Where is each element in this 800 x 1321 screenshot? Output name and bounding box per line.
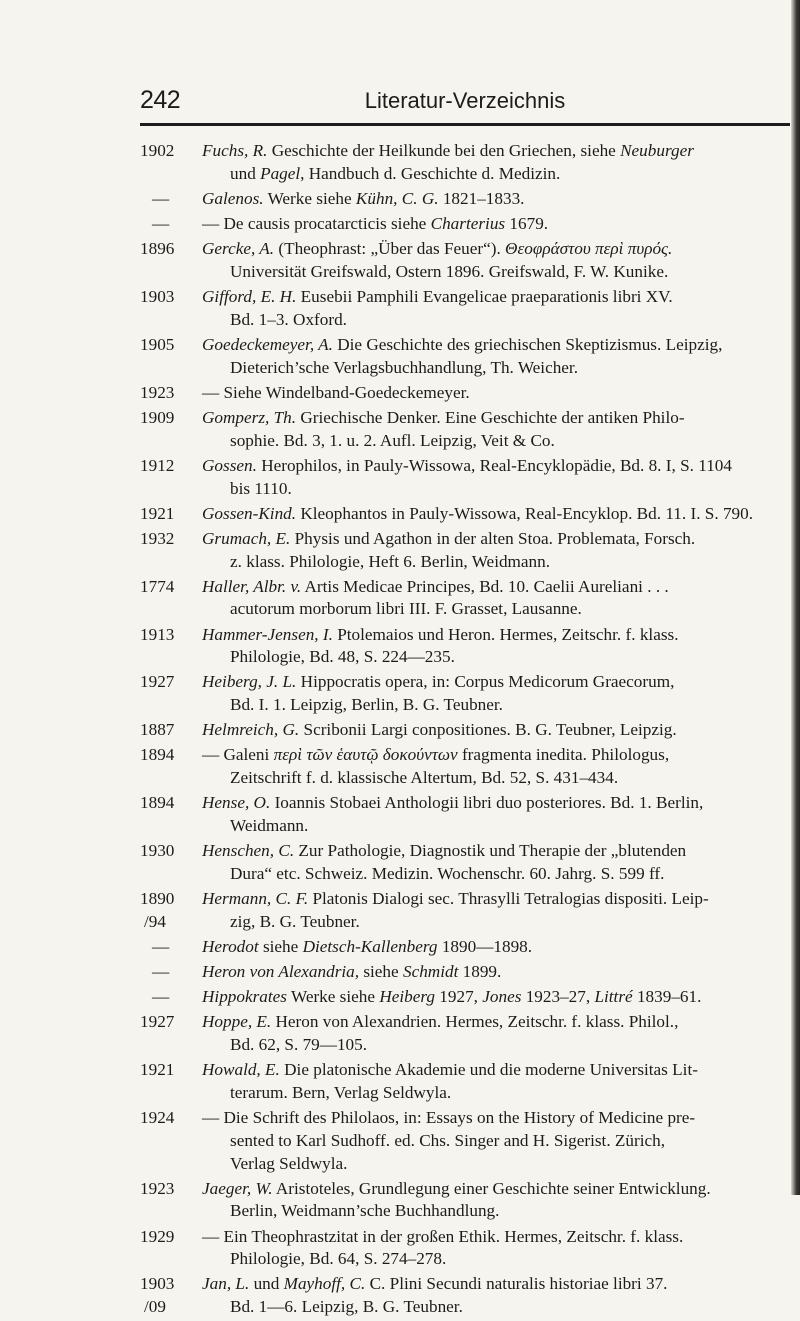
entry-title: Werke siehe [286, 987, 380, 1007]
entry-title: Platonis Dialogi sec. Thrasylli Tetralogias dispositi. Leip- [308, 889, 709, 909]
bibliography-entry [140, 936, 795, 959]
entry-author: Heron von Alexandria, [202, 962, 360, 982]
entry-author: Hense, O. [202, 793, 271, 813]
bibliography-entry [140, 671, 795, 717]
entry-author: Gifford, E. H. [202, 286, 297, 306]
entry-continuation: Bd. 1–3. Oxford. [230, 309, 347, 329]
entry-text [202, 888, 795, 911]
entry-year: 1903 [140, 286, 175, 306]
entry-year: 1890 [140, 889, 175, 909]
bibliography-entry [140, 286, 795, 332]
entry-text [202, 334, 795, 357]
entry-year: 1930 [140, 841, 175, 861]
entry-year: 1923 [140, 1178, 175, 1198]
entry-text [202, 840, 795, 863]
entry-title: Griechische Denker. Eine Geschichte der antiken Philo- [296, 407, 685, 427]
entry-continuation: Philologie, Bd. 64, S. 274–278. [230, 1249, 447, 1269]
entry-year: 1912 [140, 455, 175, 475]
entry-text-part: 1821–1833. [438, 188, 525, 208]
entry-continuation: Universität Greifswald, Ostern 1896. Greifswald, F. W. Kunike. [230, 261, 669, 281]
entry-author: Hippokrates [202, 987, 287, 1007]
entry-text [202, 407, 795, 430]
entry-text-part: C. Plini Secundi naturalis historiae libri 37. [365, 1274, 668, 1294]
entry-year: 1913 [140, 624, 175, 644]
entry-author: Gercke, A. [202, 239, 275, 259]
entry-year: 1921 [140, 503, 175, 523]
bibliography-entry [140, 1226, 795, 1272]
entry-author: Fuchs, R. [202, 141, 268, 160]
entry-year: — [152, 987, 170, 1007]
bibliography-entry [140, 1011, 795, 1057]
entry-greek-title: περὶ τῶν ἑαυτῷ δοκούντων [273, 745, 458, 765]
entry-text [202, 1226, 795, 1249]
bibliography-entry [140, 840, 795, 886]
bibliography-entry [140, 334, 795, 380]
entry-text-part: 1923–27, [521, 987, 595, 1007]
bibliography-entry [140, 719, 795, 742]
entry-ref-author: Neuburger [620, 141, 694, 160]
entry-text [202, 1178, 795, 1201]
entry-continuation: Verlag Seldwyla. [230, 1153, 348, 1173]
bibliography-entry [140, 888, 795, 934]
entry-text [202, 792, 795, 815]
entry-text [202, 528, 795, 551]
entry-ref-author: Kühn, C. G. [355, 188, 439, 208]
bibliography-entry [140, 744, 795, 790]
entry-year: 1924 [140, 1108, 175, 1127]
running-title: Literatur-Verzeichnis [364, 88, 566, 113]
entry-continuation: Bd. 1—6. Leipzig, B. G. Teubner. [230, 1297, 463, 1317]
bibliography-entry [140, 792, 795, 838]
bibliography-entry [140, 407, 795, 453]
entry-text [202, 961, 795, 984]
entry-author: Goedeckemeyer, A. [202, 334, 333, 354]
entry-text-part: 1927, [435, 987, 483, 1007]
entry-author: Howald, E. [202, 1060, 280, 1080]
entry-text [202, 744, 795, 767]
entry-text [202, 286, 795, 309]
entry-title: Werke siehe [263, 188, 356, 208]
entry-text [202, 936, 795, 959]
entry-ref-author: Dietsch-Kallenberg [302, 936, 438, 956]
entry-title: Die Geschichte des griechischen Skeptizismus. Leipzig, [332, 334, 723, 354]
entry-text [202, 1273, 795, 1296]
entry-continuation [202, 163, 795, 186]
entry-title: siehe [258, 936, 303, 956]
entry-title: Die platonische Akademie und die moderne Universitas Lit- [279, 1060, 698, 1080]
bibliography-entry [140, 503, 795, 526]
entry-author: Gossen. [202, 455, 257, 475]
bibliography-entry [140, 1178, 795, 1224]
entry-ref-author: Schmidt [402, 962, 459, 982]
entry-year: 1896 [140, 239, 175, 259]
entry-continuation: Dieterich’sche Verlagsbuchhandlung, Th. Weicher. [230, 357, 578, 377]
entry-title: Ptolemaios und Heron. Hermes, Zeitschr. f. klass. [332, 624, 679, 644]
entry-year: 1932 [140, 528, 175, 548]
entry-year: 1929 [140, 1226, 175, 1246]
entry-author: Haller, Albr. v. [202, 576, 302, 596]
entry-continuation: Bd. I. 1. Leipzig, Berlin, B. G. Teubner. [230, 695, 503, 715]
entry-continuation: zig, B. G. Teubner. [230, 911, 360, 931]
entry-text [202, 382, 795, 405]
entry-text [202, 719, 795, 742]
entry-year: 1923 [140, 382, 175, 402]
entry-text [202, 671, 795, 694]
entry-text [202, 1011, 795, 1034]
entry-title: und [249, 1274, 284, 1294]
entry-text [202, 188, 795, 211]
bibliography-entry [140, 188, 795, 211]
entry-title: Scribonii Largi conpositiones. B. G. Teubner, Leipzig. [299, 720, 677, 740]
entry-text-part: 1679. [505, 213, 549, 233]
entry-continuation: acutorum morborum libri III. F. Grasset, Lausanne. [230, 599, 582, 619]
entry-title: — Siehe Windelband-Goedeckemeyer. [202, 382, 470, 402]
bibliography-entry [140, 1059, 795, 1105]
entry-author: Herodot [202, 936, 259, 956]
entry-author: Henschen, C. [202, 841, 295, 861]
entry-year: 1903 [140, 1274, 175, 1294]
entry-ref-author: Pagel [260, 163, 301, 183]
entry-text-part: und [230, 163, 261, 183]
entry-continuation: sophie. Bd. 3, 1. u. 2. Aufl. Leipzig, Veit & Co. [230, 430, 555, 450]
entry-year: — [152, 962, 170, 982]
bibliography-entry [140, 986, 795, 1009]
entry-title: (Theophrast: „Über das Feuer“). [274, 239, 501, 259]
entry-ref-author: Heiberg [379, 987, 435, 1007]
entry-text [202, 624, 795, 647]
entry-title: Geschichte der Heilkunde bei den Griechen, siehe [267, 141, 621, 160]
entry-continuation: Zeitschrift f. d. klassische Altertum, Bd. 52, S. 431–434. [230, 768, 619, 788]
entry-title: Aristoteles, Grundlegung einer Geschichte seiner Entwicklung. [272, 1178, 711, 1198]
entry-continuation: Dura“ etc. Schweiz. Medizin. Wochenschr. 60. Jahrg. S. 599 ff. [230, 863, 665, 883]
entry-author: Heiberg, J. L. [202, 672, 297, 692]
entry-author: Jan, L. [202, 1274, 250, 1294]
entry-text [202, 576, 795, 599]
entry-year-range-end: /09 [144, 1297, 166, 1317]
entry-text-part: fragmenta inedita. Philologus, [457, 745, 670, 765]
entry-title: — Galeni [202, 745, 274, 765]
entry-year: 1909 [140, 407, 175, 427]
entry-text-part: , Handbuch d. Geschichte d. Medizin. [300, 163, 561, 183]
entry-continuation: Berlin, Weidmann’sche Buchhandlung. [230, 1201, 500, 1221]
entry-continuation: Bd. 62, S. 79—105. [230, 1035, 368, 1055]
entry-year: 1921 [140, 1060, 175, 1080]
entry-author: Hoppe, E. [202, 1012, 272, 1032]
bibliography-entry [140, 238, 795, 284]
entry-author: Grumach, E. [202, 528, 291, 548]
entry-author: Gomperz, Th. [202, 407, 297, 427]
entry-author: Helmreich, G. [202, 720, 300, 740]
bibliography-entry [140, 140, 795, 186]
entry-text [202, 238, 795, 261]
entry-title: Eusebii Pamphili Evangelicae praeparationis libri XV. [296, 286, 673, 306]
bibliography-entry [140, 213, 795, 236]
entry-year: — [152, 936, 170, 956]
entry-year: 1894 [140, 793, 175, 813]
entry-author: Hammer-Jensen, I. [202, 624, 333, 644]
entry-year: 1905 [140, 334, 175, 354]
entry-title: — Ein Theophrastzitat in der großen Ethik. Hermes, Zeitschr. f. klass. [202, 1226, 684, 1246]
entry-year-range-end: /94 [144, 911, 166, 931]
entry-text [202, 213, 795, 236]
entry-author: Galenos. [202, 188, 264, 208]
entry-text [202, 503, 795, 526]
bibliography-entry [140, 455, 795, 501]
entry-text-part: 1890—1898. [437, 936, 533, 956]
entry-continuation: z. klass. Philologie, Heft 6. Berlin, Weidmann. [230, 551, 551, 571]
entry-title: Hippocratis opera, in: Corpus Medicorum Graecorum, [296, 672, 675, 692]
entry-text-part: 1899. [458, 962, 502, 982]
entry-text [202, 1059, 795, 1082]
bibliography-entry [140, 528, 795, 574]
page-header [140, 86, 790, 116]
entry-author: Hermann, C. F. [202, 889, 309, 909]
entry-text [202, 1107, 795, 1130]
entry-text [202, 986, 795, 1009]
entry-continuation: Weidmann. [230, 816, 309, 836]
entry-continuation: sented to Karl Sudhoff. ed. Chs. Singer and H. Sigerist. Zürich, [230, 1130, 666, 1150]
entry-year: 1927 [140, 672, 175, 692]
entry-title: — Die Schrift des Philolaos, in: Essays on the History of Medicine pre- [202, 1108, 696, 1127]
entry-text [202, 455, 795, 478]
entry-title: Zur Pathologie, Diagnostik und Therapie der „blutenden [294, 841, 687, 861]
entry-title: Heron von Alexandrien. Hermes, Zeitschr. f. klass. Philol., [271, 1012, 679, 1032]
bibliography-entry [140, 382, 795, 405]
entry-ref-author: Jones [482, 987, 522, 1007]
entry-title: Artis Medicae Principes, Bd. 10. Caelii Aureliani . . . [301, 576, 669, 596]
entry-ref-author: Charterius [430, 213, 506, 233]
bibliography-entry [140, 961, 795, 984]
entry-year: — [152, 188, 170, 208]
entry-year: 1887 [140, 720, 175, 740]
entry-year: 1894 [140, 745, 175, 765]
entry-text [202, 140, 795, 163]
entry-title: — De causis procatarcticis siehe [202, 213, 431, 233]
bibliography-entry [140, 576, 795, 622]
entry-year: 1927 [140, 1012, 175, 1032]
header-rule [140, 123, 790, 126]
bibliography-entry [140, 1273, 795, 1319]
entry-greek-title: Θεοφράστου περὶ πυρός. [500, 239, 673, 259]
entry-author: Jaeger, W. [202, 1178, 273, 1198]
entry-year: 1774 [140, 576, 175, 596]
entry-year: 1902 [140, 141, 175, 160]
entry-ref-author: Mayhoff, C. [283, 1274, 366, 1294]
bibliography-list [140, 140, 795, 1321]
page-number: 242 [140, 86, 181, 114]
bibliography-entry [140, 1107, 795, 1175]
entry-continuation: bis 1110. [230, 478, 292, 498]
entry-title: Kleophantos in Pauly-Wissowa, Real-Encyklop. Bd. 11. I. S. 790. [296, 503, 754, 523]
entry-title: Ioannis Stobaei Anthologii libri duo posteriores. Bd. 1. Berlin, [270, 793, 704, 813]
entry-title: siehe [359, 962, 403, 982]
entry-continuation: Philologie, Bd. 48, S. 224—235. [230, 647, 455, 667]
entry-ref-author: Littré [594, 987, 633, 1007]
entry-author: Gossen-Kind. [202, 503, 297, 523]
entry-year: — [152, 213, 170, 233]
entry-title: Herophilos, in Pauly-Wissowa, Real-Encyklopädie, Bd. 8. I, S. 1104 [256, 455, 732, 475]
entry-text-part: 1839–61. [632, 987, 702, 1007]
entry-continuation: terarum. Bern, Verlag Seldwyla. [230, 1082, 452, 1102]
entry-title: Physis und Agathon in der alten Stoa. Problemata, Forsch. [290, 528, 696, 548]
bibliography-entry [140, 624, 795, 670]
